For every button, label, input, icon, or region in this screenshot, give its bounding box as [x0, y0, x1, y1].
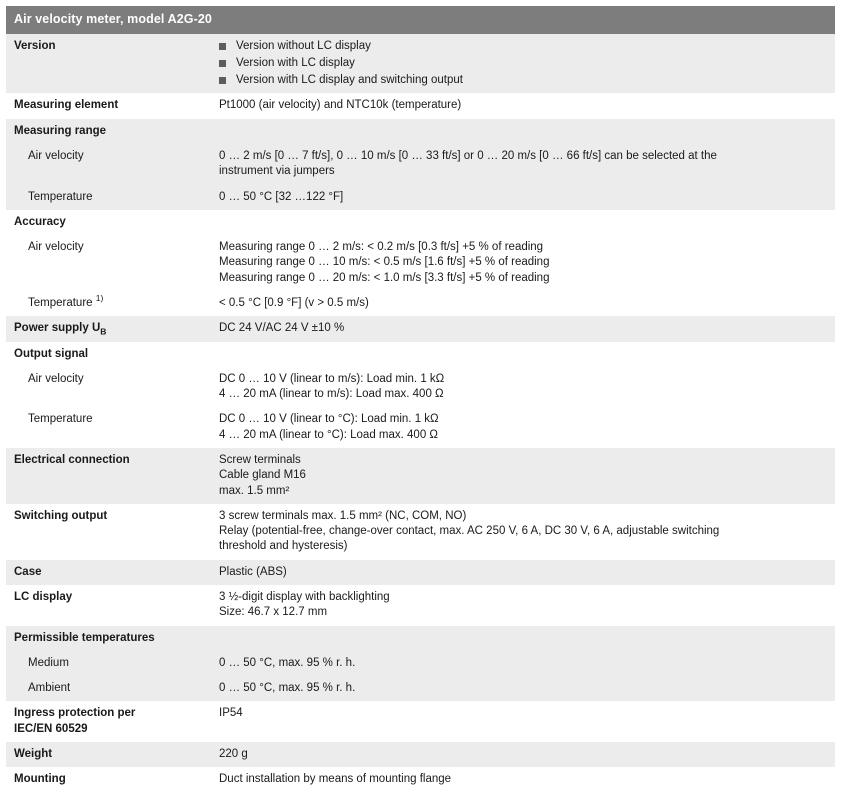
row-value [211, 651, 835, 676]
row-value [211, 93, 835, 118]
specifications-table [6, 6, 835, 792]
value-line: Measuring range 0 … 20 m/s: < 1.0 m/s [3.3 ft/s] +5 % of reading [219, 271, 550, 284]
list-item-label: Version with LC display [236, 56, 355, 69]
row-value [211, 210, 835, 235]
row-label: Temperature [6, 407, 211, 448]
row-label-line: IEC/EN 60529 [14, 722, 88, 735]
list-item [219, 39, 827, 54]
value-line: 4 … 20 mA (linear to m/s): Load max. 400 Ω [219, 388, 444, 401]
table-row [6, 144, 835, 185]
table-row [6, 742, 835, 767]
row-value [211, 626, 835, 651]
table-row [6, 342, 835, 367]
row-label: Permissible temperatures [6, 626, 211, 651]
row-label: Case [6, 560, 211, 585]
row-label-line: Ingress protection per [14, 707, 136, 720]
row-value [211, 34, 835, 94]
row-label: Version [6, 34, 211, 94]
row-value [211, 342, 835, 367]
row-label: Mounting [6, 767, 211, 792]
value-line: 0 … 2 m/s [0 … 7 ft/s], 0 … 10 m/s [0 … 33 ft/s] or 0 … 20 m/s [0 … 66 ft/s] can be selected at the [219, 150, 717, 163]
row-label: Measuring range [6, 119, 211, 144]
value-line: 0 … 50 °C, max. 95 % r. h. [219, 656, 356, 669]
value-line: DC 24 V/AC 24 V ±10 % [219, 322, 345, 335]
row-value [211, 742, 835, 767]
table-row [6, 185, 835, 210]
table-row [6, 119, 835, 144]
row-label: Measuring element [6, 93, 211, 118]
table-row [6, 235, 835, 291]
row-value [211, 504, 835, 560]
value-line: threshold and hysteresis) [219, 540, 348, 553]
table-row [6, 560, 835, 585]
table-row [6, 626, 835, 651]
row-label: Air velocity [6, 367, 211, 408]
specifications-table-body [6, 6, 835, 792]
row-value [211, 676, 835, 701]
row-value [211, 585, 835, 626]
value-line: Screw terminals [219, 453, 301, 466]
row-value [211, 767, 835, 792]
version-bullet-list [219, 39, 827, 89]
row-label: Air velocity [6, 235, 211, 291]
row-value [211, 119, 835, 144]
label-subscript: B [100, 326, 107, 337]
list-item [219, 56, 827, 71]
value-line: max. 1.5 mm² [219, 484, 290, 497]
row-label: Electrical connection [6, 448, 211, 504]
table-row [6, 504, 835, 560]
value-line: Cable gland M16 [219, 469, 306, 482]
table-row [6, 34, 835, 94]
row-value [211, 185, 835, 210]
square-bullet-icon [219, 77, 226, 84]
list-item [219, 73, 827, 88]
value-line: 3 screw terminals max. 1.5 mm² (NC, COM, NO) [219, 509, 467, 522]
row-value [211, 560, 835, 585]
table-row [6, 676, 835, 701]
row-label: Switching output [6, 504, 211, 560]
row-label: Medium [6, 651, 211, 676]
table-row [6, 93, 835, 118]
table-row [6, 585, 835, 626]
page-title: Air velocity meter, model A2G-20 [6, 6, 835, 34]
table-row [6, 767, 835, 792]
row-label: Accuracy [6, 210, 211, 235]
value-line: 0 … 50 °C, max. 95 % r. h. [219, 682, 356, 695]
table-row [6, 291, 835, 316]
value-line: Plastic (ABS) [219, 565, 287, 578]
table-row [6, 407, 835, 448]
table-row [6, 316, 835, 341]
list-item-label: Version with LC display and switching output [236, 74, 463, 87]
value-line: instrument via jumpers [219, 165, 335, 178]
value-line: Duct installation by means of mounting flange [219, 773, 452, 786]
row-label: Air velocity [6, 144, 211, 185]
row-label: LC display [6, 585, 211, 626]
table-row [6, 651, 835, 676]
row-value [211, 144, 835, 185]
value-line: Size: 46.7 x 12.7 mm [219, 606, 328, 619]
value-line: Pt1000 (air velocity) and NTC10k (temperature) [219, 99, 462, 112]
row-value [211, 291, 835, 316]
square-bullet-icon [219, 43, 226, 50]
value-line: Measuring range 0 … 2 m/s: < 0.2 m/s [0.3 ft/s] +5 % of reading [219, 241, 544, 254]
value-line: IP54 [219, 707, 243, 720]
row-value [211, 448, 835, 504]
row-value [211, 367, 835, 408]
value-line: Relay (potential-free, change-over contact, max. AC 250 V, 6 A, DC 30 V, 6 A, adjustable switching [219, 525, 720, 538]
row-label: Temperature $^{1)}$ [6, 291, 211, 316]
row-value [211, 316, 835, 341]
row-label [6, 701, 211, 742]
table-row [6, 448, 835, 504]
row-label: Ambient [6, 676, 211, 701]
table-row [6, 367, 835, 408]
value-line: 0 … 50 °C [32 …122 °F] [219, 190, 344, 203]
table-row [6, 701, 835, 742]
footnote-marker: 1) [95, 293, 104, 304]
row-label: Temperature [6, 185, 211, 210]
spec-sheet-page [0, 6, 841, 792]
row-value [211, 407, 835, 448]
value-line: DC 0 … 10 V (linear to m/s): Load min. 1 kΩ [219, 372, 445, 385]
list-item-label: Version without LC display [236, 39, 371, 52]
row-label: Power supply $U_B$ [6, 316, 211, 341]
value-line: 4 … 20 mA (linear to °C): Load max. 400 Ω [219, 428, 439, 441]
square-bullet-icon [219, 60, 226, 67]
table-title-row [6, 6, 835, 34]
value-line: < 0.5 °C [0.9 °F] (v > 0.5 m/s) [219, 297, 369, 309]
table-row [6, 210, 835, 235]
row-label: Output signal [6, 342, 211, 367]
value-line: DC 0 … 10 V (linear to °C): Load min. 1 kΩ [219, 413, 439, 426]
row-label: Weight [6, 742, 211, 767]
value-line: 3 ½-digit display with backlighting [219, 590, 390, 603]
row-value [211, 701, 835, 742]
value-line: Measuring range 0 … 10 m/s: < 0.5 m/s [1.6 ft/s] +5 % of reading [219, 256, 550, 269]
value-line: 220 g [219, 747, 248, 760]
row-value [211, 235, 835, 291]
